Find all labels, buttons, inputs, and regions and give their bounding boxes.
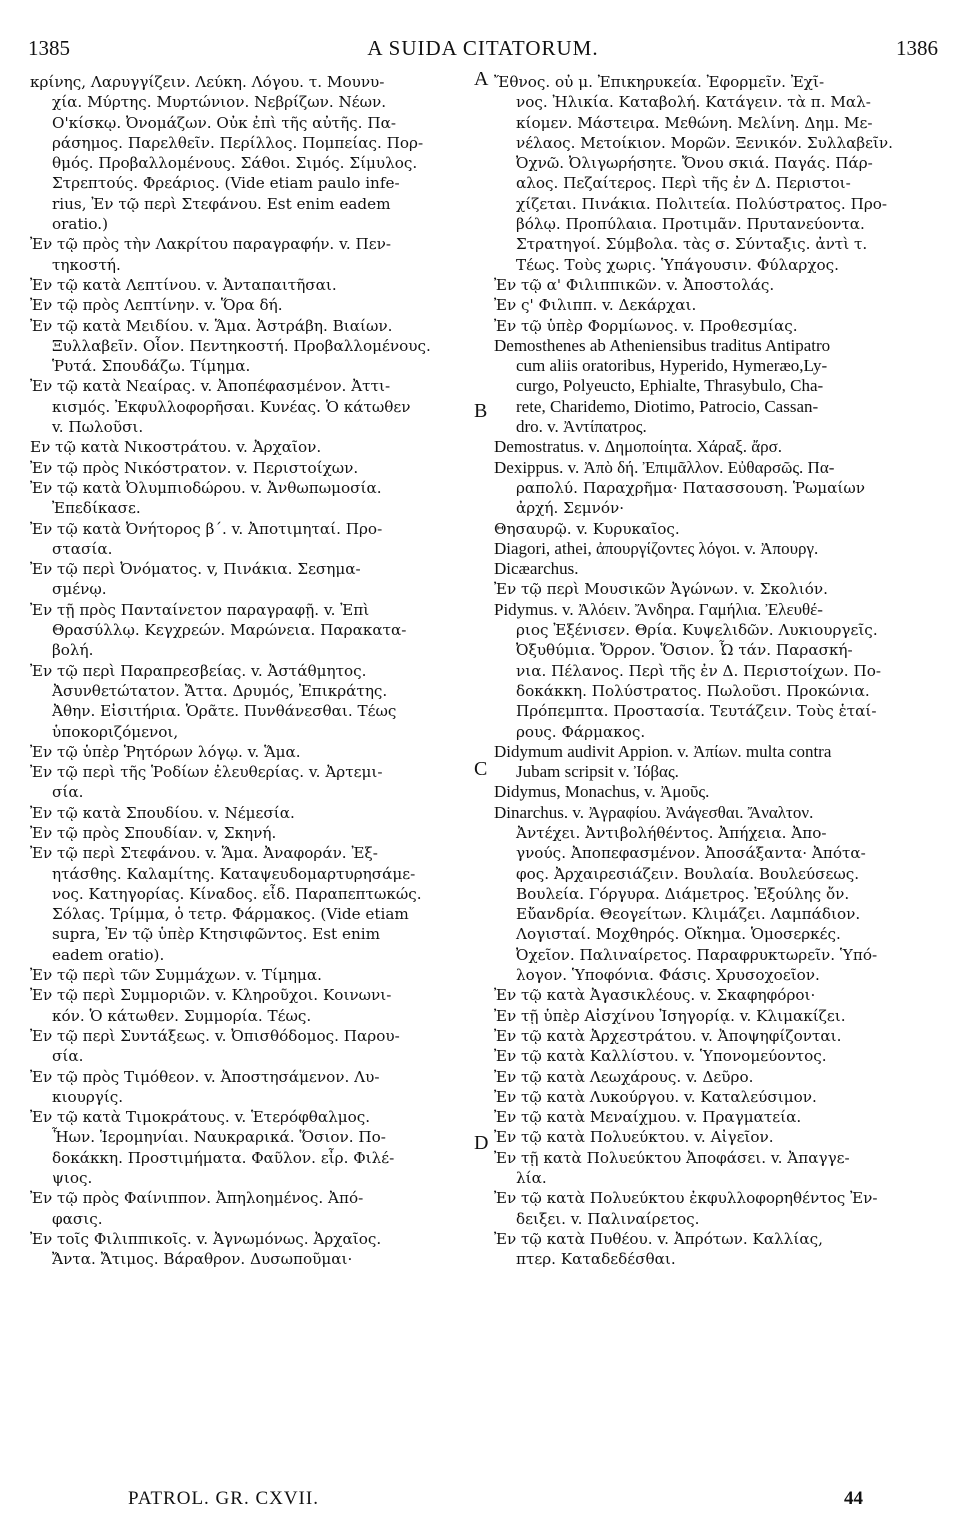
text-line: Ἐπεδίκασε. <box>52 499 141 518</box>
text-line: Ἐν τῷ κατὰ Πυθέου. v. Ἀπρότων. Καλλίας, <box>494 1229 823 1248</box>
text-line: Ἐν τῷ κατὰ Λυκούργου. v. Καταλεύσιμον. <box>494 1087 817 1106</box>
text-line: κιουργίς. <box>52 1087 124 1106</box>
text-line: Θησαυρῷ. v. Κυρυκαῖος. <box>494 519 680 538</box>
page-footer <box>0 1488 960 1514</box>
text-line: Ἐν τῷ περὶ Στεφάνου. v. Ἅμα. Ἀναφοράν. Ἐξ- <box>30 844 378 863</box>
text-line: Ο'κίσκῳ. Ὀνομάζων. Οὐκ ἐπὶ τῆς αὐτῆς. Πα- <box>52 113 396 132</box>
text-line: Ἐν τῷ α' Φιλιππικῶν. v. Ἀποστολάς. <box>494 275 775 294</box>
text-line: θμός. Προβαλλομένους. Σάθοι. Σιμός. Σίμυλος. <box>52 154 418 173</box>
text-line: χίζεται. Πινάκια. Πολιτεία. Πολύστρατος. Προ- <box>516 194 888 213</box>
text-line: Ἐν τῷ πρὸς Νικόστρατον. v. Περιστοίχων. <box>30 458 359 477</box>
text-line: Dexippus. v. Ἀπὸ δή. Ἐπιμᾶλλον. Εὐθαρσῶς. Πα- <box>494 457 835 477</box>
text-line: στασία. <box>52 539 113 558</box>
text-line: νος. Κατηγορίας. Κίναδος. εἶδ. Παραπεπτωκώς. <box>52 884 422 903</box>
text-line: Στρεπτούς. Φρεάριος. (Vide etiam paulo infe- <box>52 174 400 193</box>
text-line: v. Πωλοῦσι. <box>52 418 144 437</box>
text-line: χία. Μύρτης. Μυρτώνιον. Νεβρίζων. Νέων. <box>52 93 387 112</box>
text-line: Ἐν τῇ πρὸς Πανταίνετον παραγραφῇ. v. Ἐπὶ <box>30 600 370 619</box>
text-line: γνούς. Ἀποπεφασμένον. Ἀποσάξαντα· Ἀπότα- <box>516 844 866 863</box>
page-header <box>28 36 938 64</box>
page-number-right: 1386 <box>896 36 938 60</box>
margin-marker-a: A <box>474 68 489 90</box>
text-line: Demostratus. v. Δημοποίητα. Χάραξ. ἄρσ. <box>494 437 783 457</box>
text-line: Λογισταί. Μοχθηρός. Οἴκημα. Ὁμοσερκές. <box>516 925 841 944</box>
text-line: Ἔθνος. οὐ μ. Ἐπικηρυκεία. Ἐφορμεῖν. Ἐχῖ- <box>494 73 825 91</box>
text-line: δειξει. v. Παλιναίρετος. <box>516 1209 700 1228</box>
text-line: rete, Charidemo, Diotimo, Patrocio, Cassan- <box>516 396 819 416</box>
text-line: τηκοστή. <box>52 255 121 274</box>
text-line: βόλῳ. Προπύλαια. Προτιμᾶν. Πρυτανεύοντα. <box>516 215 865 234</box>
text-line: Dicæarchus. <box>494 559 579 579</box>
text-line: φος. Ἀρχαιρεσιάζειν. Βουλαία. Βουλεύσεως. <box>516 864 860 883</box>
text-line: Ἐν τῷ περὶ Συντάξεως. v. Ὀπισθόδομος. Παρου- <box>30 1026 400 1045</box>
text-line: Ἐν τῷ πρὸς τὴν Λακρίτου παραγραφήν. v. Πεν- <box>30 235 391 254</box>
text-line: Ὀχεῖον. Παλιναίρετος. Παραφρυκτωρεῖν. Ὑπό- <box>516 945 878 964</box>
text-line: Ἐν τῷ κατὰ Ἀγασικλέους. v. Σκαφηφόροι· <box>494 986 816 1005</box>
text-line: νος. Ἠλικία. Καταβολή. Κατάγειν. τὰ π. Μαλ- <box>516 93 871 112</box>
text-line: ὑποκοριζόμενοι, <box>52 722 179 741</box>
text-line: ραπολύ. Παραχρῆμα· Πατασσουση. Ῥωμαίων <box>516 478 865 497</box>
text-line: Τέως. Τοὺς χωρις. Ὑπάγουσιν. Φύλαρχος. <box>516 255 840 274</box>
text-line: Ἐν τῇ κατὰ Πολυεύκτου Ἀποφάσει. v. Ἀπαγγε- <box>494 1148 850 1167</box>
text-line: eadem oratio). <box>52 945 165 964</box>
text-line: λία. <box>516 1169 547 1188</box>
text-line: Demosthenes ab Atheniensibus traditus Antipatro <box>494 335 831 355</box>
text-line: Ἐν τοῖς Φιλιππικοῖς. v. Ἀγνωμόνως. Ἀρχαῖος. <box>30 1229 382 1248</box>
text-line: βολή. <box>52 641 94 660</box>
right-column <box>494 72 926 1270</box>
text-line: Ἐν τῷ κατὰ Νεαίρας. v. Ἀποπέφασμένον. Ἀττι- <box>30 377 391 396</box>
text-line: Didymum audivit Appion. v. Ἀπίων. multa contra <box>494 741 832 761</box>
margin-marker-b: B <box>474 400 488 422</box>
text-line: Ἐν τῷ κατὰ Λεωχάρους. v. Δεῦρο. <box>494 1067 754 1086</box>
text-line: Ἐν τῷ περὶ Ὀνόματος. v, Πινάκια. Σεσημα- <box>30 560 361 579</box>
left-column <box>30 72 472 1270</box>
text-line: ἀρχή. Σεμνόν· <box>516 499 625 518</box>
text-line: Θρασύλλῳ. Κεγχρεών. Μαρώνεια. Παρακατα- <box>52 621 407 640</box>
text-line: Ἐν ς' Φιλιππ. v. Δεκάρχαι. <box>494 296 697 315</box>
page-number-left: 1385 <box>28 36 70 60</box>
text-line: Ἐν τῷ κατὰ Καλλίστου. v. Ὑπονομεύοντος. <box>494 1047 827 1066</box>
text-line: κόν. Ὁ κάτωθεν. Συμμορία. Τέως. <box>52 1006 312 1025</box>
text-line: Ξυλλαβεῖν. Οἷον. Πεντηκοστή. Προβαλλομένους. <box>52 336 431 355</box>
text-line: Εὔανδρία. Θεογείτων. Κλιμάζει. Λαμπάδιον. <box>516 905 861 924</box>
text-line: Didymus, Monachus, v. Ἀμοῦς. <box>494 782 710 802</box>
text-line: Πρόπεμπτα. Προστασία. Τευτάζειν. Τοὺς ἑταί- <box>516 702 877 721</box>
text-line: φασις. <box>52 1209 103 1228</box>
text-line: Εν τῷ κατὰ Νικοστράτου. v. Ἀρχαῖον. <box>30 438 322 457</box>
text-line: Jubam scripsit v. Ἰόβας. <box>516 762 679 782</box>
text-line: Diagori, athei, ἀπουργίζοντες λόγοι. v. Ἀπουργ. <box>494 538 819 558</box>
text-line: αλος. Πεζαίτερος. Περὶ τῆς ἐν Δ. Περιστοι- <box>516 174 851 193</box>
text-line: σία. <box>52 1047 84 1066</box>
text-line: cum aliis oratoribus, Hyperido, Hymeræo,Ly- <box>516 356 828 376</box>
text-line: curgo, Polyeucto, Ephialte, Thrasybulo, Cha- <box>516 376 824 396</box>
text-line: Στρατηγοί. Σύμβολα. τὰς σ. Σύνταξις. ἀντὶ τ. <box>516 235 868 254</box>
text-line: Pidymus. v. Ἀλόειν. Ἄνδηρα. Γαμήλια. Ἐλευθέ- <box>494 599 823 619</box>
text-line: Ἐν τῷ περὶ Συμμοριῶν. v. Κληροῦχοι. Κοινωνι- <box>30 986 392 1005</box>
text-line: δοκάκκη. Προστιμήματα. Φαῦλον. εἶρ. Φιλέ- <box>52 1148 395 1167</box>
text-line: dro. v. Ἀντίπατρος. <box>516 417 647 437</box>
text-line: Ἀθην. Εἰσιτήρια. Ὁρᾶτε. Πυνθάνεσθαι. Τέως <box>52 702 397 721</box>
text-line: ρους. Φάρμακος. <box>516 722 646 741</box>
footer-volume: PATROL. GR. CXVII. <box>128 1488 319 1509</box>
text-line: λογον. Ὑποφόνια. Φάσις. Χρυσοχοεῖον. <box>516 966 820 985</box>
text-line: Βουλεία. Γόργυρα. Διάμετρος. Ἐξούλης ὄν. <box>516 884 850 903</box>
text-line: Ἐν τῷ κατὰ Πολυεύκτου ἐκφυλλοφορηθέντος Ἐν- <box>494 1189 878 1208</box>
text-line: Ἐν τῷ κατὰ Πολυεύκτου. v. Αἰγεῖον. <box>494 1128 774 1147</box>
text-line: σμένῳ. <box>52 580 107 599</box>
text-line: oratio.) <box>52 215 109 234</box>
text-line: ψιος. <box>52 1169 93 1188</box>
text-line: rius, Ἐν τῷ περὶ Στεφάνου. Est enim eadem <box>52 194 391 213</box>
text-line: Σόλας. Τρίμμα, ὁ τετρ. Φάρμακος. (Vide etiam <box>52 905 409 924</box>
text-line: Ἐν τῷ κατὰ Τιμοκράτους. v. Ἑτερόφθαλμος. <box>30 1108 371 1127</box>
text-line: Ἐν τῷ κατὰ Ὀνήτορος β΄. v. Ἀποτιμηταί. Προ- <box>30 519 383 538</box>
text-line: νέλαος. Μετοίκιον. Μορῶν. Ξενικόν. Συλλαβεῖν. <box>516 133 893 152</box>
text-line: Ἐν τῷ πρὸς Τιμόθεον. v. Ἀποστησάμενον. Λυ- <box>30 1067 380 1086</box>
text-line: Ἐν τῷ πρὸς Φαίνιππον. Ἀπηλοημένος. Ἀπό- <box>30 1189 364 1208</box>
text-line: σία. <box>52 783 84 802</box>
text-line: Ἀντέχει. Ἀντιβολήθέντος. Ἀπήχεια. Ἀπο- <box>516 823 827 842</box>
text-line: Ἐν τῷ κατὰ Ἀρχεστράτου. v. Ἀποψηφίζονται. <box>494 1026 842 1045</box>
text-line: Ἐν τῷ κατὰ Σπουδίου. v. Νέμεσία. <box>30 803 295 822</box>
text-line: Ἐν τῷ ὑπὲρ Ῥητόρων λόγῳ. v. Ἅμα. <box>30 742 301 761</box>
text-line: Ἀσυνθετώτατον. Ἄττα. Δρυμός, Ἐπικράτης. <box>52 681 388 700</box>
text-line: Ὀχνῶ. Ὀλιγωρήσητε. Ὄνου σκιά. Παγάς. Πάρ- <box>516 154 873 173</box>
text-line: Ὀξυθύμια. Ὄρρον. Ὅσιον. Ὦ τάν. Παρασκή- <box>516 641 853 660</box>
text-line: ράσημος. Παρελθεῖν. Περίλλος. Πομπείας. Πορ- <box>52 133 424 152</box>
text-line: Ἐν τῷ περὶ Παραπρεσβείας. v. Ἀστάθμητος. <box>30 661 367 680</box>
text-line: Ἐν τῷ περὶ τῆς Ῥοδίων ἐλευθερίας. v. Ἀρτεμι- <box>30 763 383 782</box>
text-line: Ἐν τῷ κατὰ Λεπτίνου. v. Ἀνταπαιτῆσαι. <box>30 275 337 294</box>
text-line: Ἐν τῇ ὑπὲρ Αἰσχίνου Ἰσηγορίᾳ. v. Κλιμακίζει. <box>494 1006 846 1025</box>
text-line: πτερ. Καταδεδέσθαι. <box>516 1250 676 1269</box>
text-line: Ἐν τῷ κατὰ Μειδίου. v. Ἅμα. Ἀστράβη. Βιαίων. <box>30 316 393 335</box>
text-line: supra, Ἐν τῷ ὑπὲρ Κτησιφῶντος. Est enim <box>52 925 380 944</box>
text-line: ριος Ἐξένισεν. Θρία. Κυψελιδῶν. Λυκιουργεῖς. <box>516 621 878 640</box>
text-line: κίομεν. Μάστειρα. Μεθώνη. Μελίνη. Δημ. Με- <box>516 113 873 132</box>
text-line: Dinarchus. v. Ἀγραφίου. Ἀνάγεσθαι. Ἄναλτον. <box>494 802 814 822</box>
text-line: Ἐν τῷ ὑπὲρ Φορμίωνος. v. Προθεσμίας. <box>494 316 798 335</box>
margin-marker-c: C <box>474 758 488 780</box>
text-line: Ἐν τῷ κατὰ Μεναίχμου. v. Πραγματεία. <box>494 1108 802 1127</box>
text-line: Ἄντα. Ἄτιμος. Βάραθρον. Δυσωποῦμαι· <box>52 1250 353 1269</box>
text-line: Ἐν τῷ πρὸς Λεπτίνην. v. Ὅρα δή. <box>30 296 283 315</box>
text-line: κισμός. Ἐκφυλλοφορῆσαι. Κυνέας. Ὁ κάτωθεν <box>52 397 411 416</box>
text-line: Ἐν τῷ περὶ Μουσικῶν Ἀγώνων. v. Σκολιόν. <box>494 580 828 599</box>
running-title: A SUIDA CITATORUM. <box>367 36 599 60</box>
margin-marker-d: D <box>474 1132 489 1154</box>
text-line: κρίνης, Λαρυγγίζειν. Λεύκη. Λόγου. τ. Μουνυ- <box>30 73 385 91</box>
text-line: Ἧων. Ἱερομηνίαι. Ναυκραρικά. Ὅσιον. Πο- <box>52 1128 386 1147</box>
text-line: Ἐν τῷ πρὸς Σπουδίαν. v, Σκηνή. <box>30 823 277 842</box>
text-line: Ἐν τῷ περὶ τῶν Συμμάχων. v. Τίμημα. <box>30 966 322 985</box>
text-line: ητάσθης. Καλαμίτης. Καταψευδομαρτυρησάμε- <box>52 864 416 883</box>
text-line: δοκάκκη. Πολύστρατος. Πωλοῦσι. Προκώνια. <box>516 681 870 700</box>
text-line: Ἐν τῷ κατὰ Ὀλυμπιοδώρου. v. Ἀνθωπωμοσία. <box>30 478 382 497</box>
text-line: νια. Πέλανος. Περὶ τῆς ἐν Δ. Περιστοίχων. Πο- <box>516 661 881 680</box>
text-line: Ῥυτά. Σπουδάζω. Τίμημα. <box>52 357 251 376</box>
footer-signature: 44 <box>844 1488 863 1509</box>
